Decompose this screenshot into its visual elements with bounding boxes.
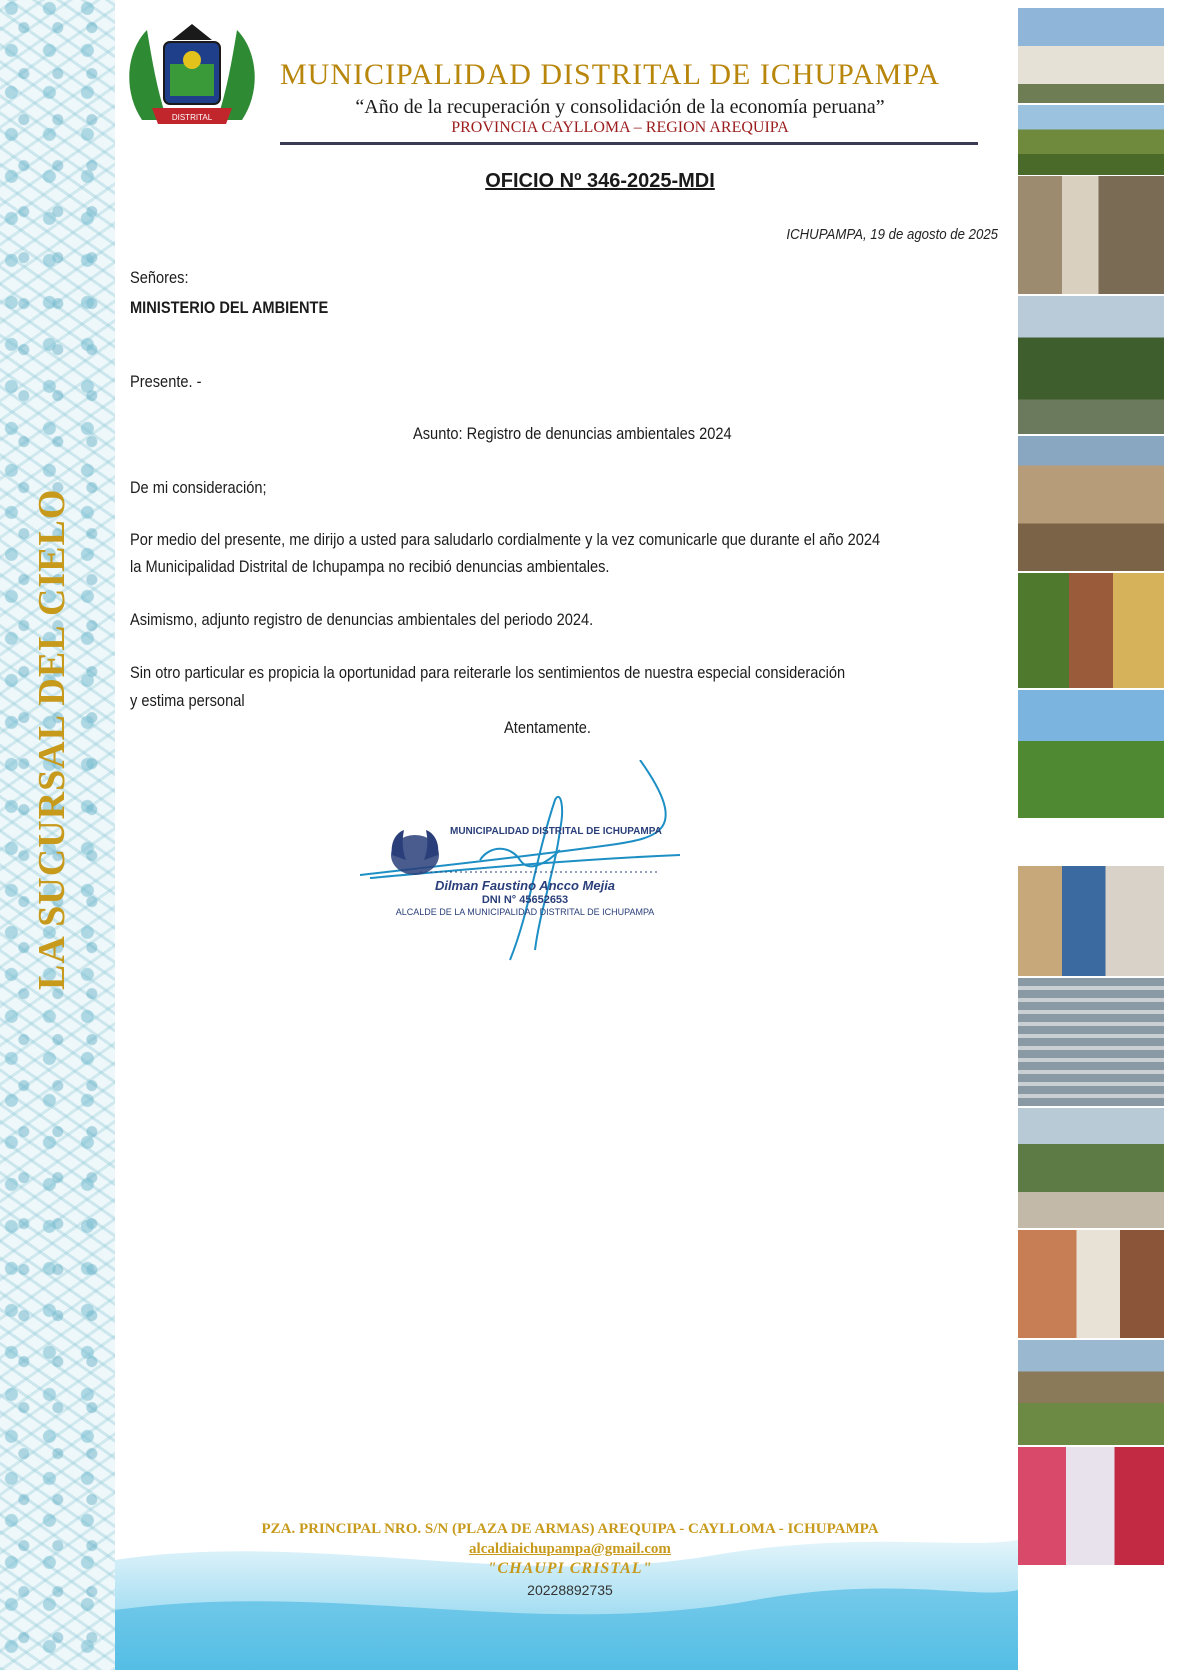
year-motto: “Año de la recuperación y consolidación de la economía peruana” — [355, 96, 885, 118]
signature-stamp — [360, 760, 740, 980]
footer-email-link[interactable]: alcaldiaichupampa@gmail.com — [469, 1541, 671, 1557]
body-paragraph-2: Asimismo, adjunto registro de denuncias ambientales del periodo 2024. — [130, 610, 594, 629]
addressee-label: Señores: — [130, 268, 189, 287]
photo-green-hill — [1018, 690, 1164, 818]
body-paragraph-3-line-1: Sin otro particular es propicia la oportunidad para reiterarle los sentimientos de nuestra especial consideración — [130, 663, 846, 682]
photo-elder-man — [1018, 176, 1164, 294]
addressee: MINISTERIO DEL AMBIENTE — [130, 298, 329, 317]
photo-ruins — [1018, 436, 1164, 571]
header-divider — [280, 142, 978, 145]
photo-strip — [1018, 8, 1164, 1663]
photo-valley-plants — [1018, 105, 1164, 175]
photo-church — [1018, 8, 1164, 103]
body-paragraph-1-line-1: Por medio del presente, me dirijo a usted para saludarlo cordialmente y la vez comunicarle que durante el año 2024 — [130, 530, 881, 549]
footer-address: PZA. PRINCIPAL NRO. S/N (PLAZA DE ARMAS) AREQUIPA - CAYLLOMA - ICHUPAMPA — [261, 1521, 879, 1537]
municipality-title: MUNICIPALIDAD DISTRITAL DE ICHUPAMPA — [280, 58, 941, 91]
stamp-crest-icon — [391, 830, 439, 875]
photo-clay-pot-drink — [1018, 573, 1164, 688]
closing: Atentamente. — [504, 718, 591, 737]
photo-dancers — [1018, 1447, 1164, 1565]
stamp-text: MUNICIPALIDAD DISTRITAL DE ICHUPAMPA — [450, 826, 662, 837]
subject: Asunto: Registro de denuncias ambientales 2024 — [413, 424, 732, 443]
salutation: De mi consideración; — [130, 478, 267, 497]
photo-cooking-hands — [1018, 1230, 1164, 1338]
municipal-crest-icon — [122, 20, 262, 140]
signer-role: ALCALDE DE LA MUNICIPALIDAD DISTRITAL DE ICHUPAMPA — [395, 907, 655, 917]
photo-plaza-trees — [1018, 296, 1164, 434]
photo-stone-wall — [1018, 978, 1164, 1106]
side-motto: LA SUCURSAL DEL CIELO — [31, 488, 73, 990]
presente: Presente. - — [130, 372, 202, 391]
photo-town-aerial — [1018, 1108, 1164, 1228]
signer-name: Dilman Faustino Ancco Mejia — [434, 878, 616, 893]
photo-terraces — [1018, 1340, 1164, 1445]
document-number: OFICIO Nº 346-2025-MDI — [485, 170, 715, 192]
body-paragraph-1-line-2: la Municipalidad Distrital de Ichupampa no recibió denuncias ambientales. — [130, 557, 610, 576]
crest-banner: DISTRITAL — [171, 113, 213, 122]
body-paragraph-3-line-2: y estima personal — [130, 691, 245, 710]
province-region: PROVINCIA CAYLLOMA – REGION AREQUIPA — [451, 119, 789, 136]
photo-weavers — [1018, 866, 1164, 976]
signer-dni: DNI N° 45652653 — [481, 894, 569, 906]
document-date: ICHUPAMPA, 19 de agosto de 2025 — [786, 226, 998, 243]
footer-ruc: 20228892735 — [527, 1582, 613, 1598]
footer-brand: "CHAUPI CRISTAL" — [487, 1560, 653, 1577]
